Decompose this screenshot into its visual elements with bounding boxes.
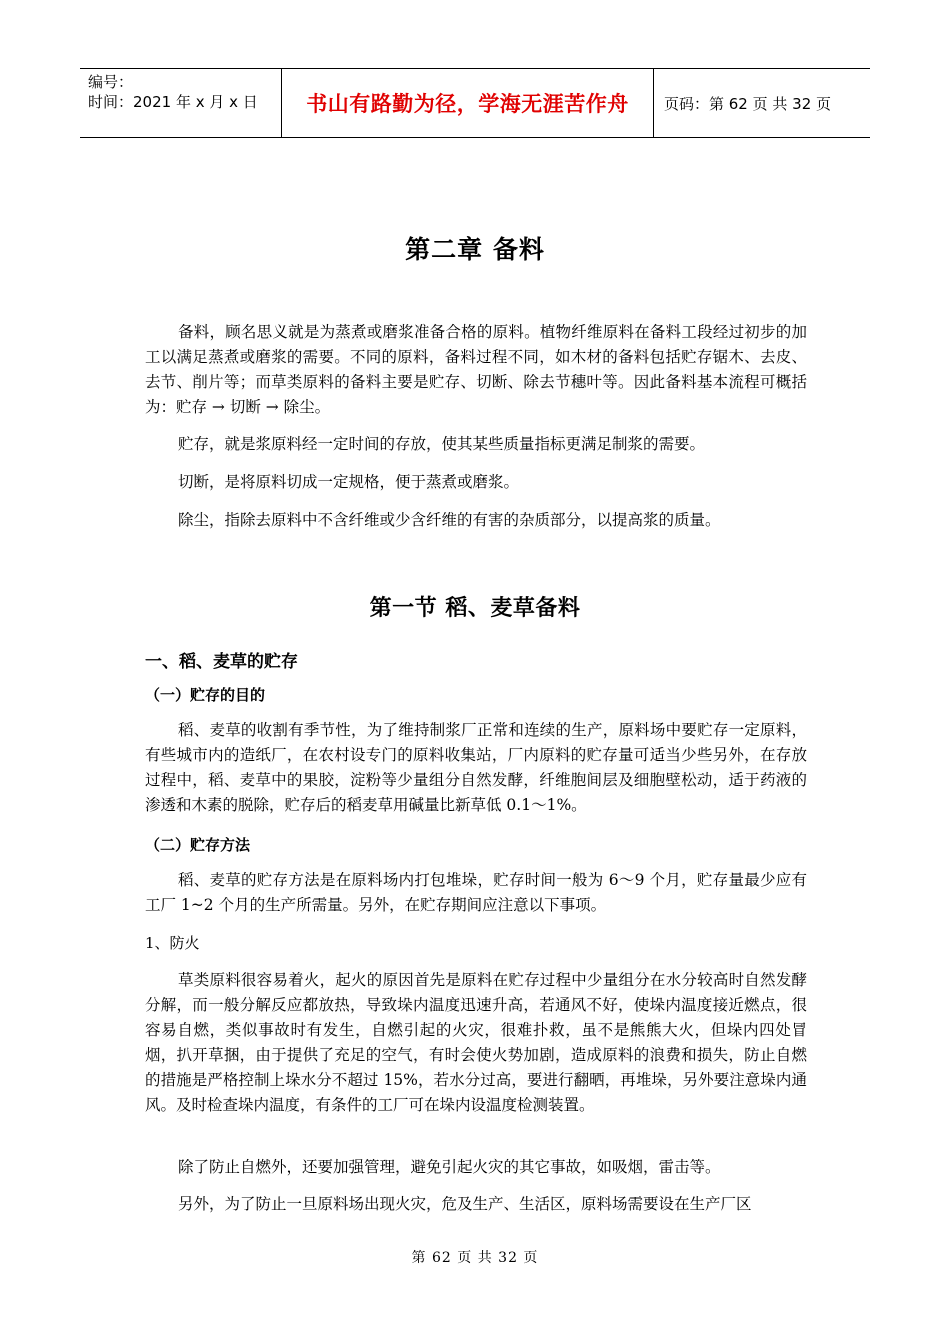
fire-paragraph: 草类原料很容易着火，起火的原因首先是原料在贮存过程中少量组分在水分较高时自然发酵分解，而一般分解反应都放热，导致垛内温度迅速升高，若通风不好，使垛内温度接近燃点，很容易自燃，类似事故时有发生，自燃引起的火灾，很难扑救，虽不是熊熊大火，但垛内四处冒烟，扒开草捆，由于提供了充足的空气，有时会使火势加剧，造成原料的浪费和损失，防止自燃的措施是严格控制上垛水分不超过 15%，若水分过高，要进行翻晒，再堆垛，另外要注意垛内通风。及时检查垛内温度，有条件的工厂可在垛内设温度检测装置。 bbox=[145, 971, 807, 1114]
chapter-title: 第二章 备料 bbox=[405, 235, 545, 264]
intro-paragraph: 除尘，指除去原料中不含纤维或少含纤维的有害的杂质部分，以提高浆的质量。 bbox=[178, 511, 721, 529]
item-fire-prevention: 1、防火 bbox=[145, 934, 200, 952]
intro-paragraph: 备料，顾名思义就是为蒸煮或磨浆准备合格的原料。植物纤维原料在备料工段经过初步的加工以满足蒸煮或磨浆的需要。不同的原料，备料过程不同，如木材的备料包括贮存锯木、去皮、去节、削片等；而草类原料的备料主要是贮存、切断、除去节穗叶等。因此备料基本流程可概括为：贮存 → 切断 → 除尘。 bbox=[145, 323, 807, 416]
header-meta bbox=[80, 69, 281, 137]
section-title: 第一节 稻、麦草备料 bbox=[369, 596, 581, 621]
subheading-purpose: （一）贮存的目的 bbox=[145, 686, 266, 704]
page-header bbox=[80, 68, 870, 138]
header-page-code: 页码：第 62 页 共 32 页 bbox=[664, 94, 832, 113]
subheading-method: （二）贮存方法 bbox=[145, 836, 251, 854]
header-motto: 书山有路勤为径，学海无涯苦作舟 bbox=[306, 92, 629, 116]
intro-paragraph: 贮存，就是浆原料经一定时间的存放，使其某些质量指标更满足制浆的需要。 bbox=[178, 435, 706, 453]
page-footer: 第 62 页 共 32 页 bbox=[411, 1250, 539, 1266]
fire-paragraph: 除了防止自燃外，还要加强管理，避免引起火灾的其它事故，如吸烟，雷击等。 bbox=[178, 1158, 721, 1176]
number-label: 编号： bbox=[88, 73, 134, 91]
date-label: 时间：2021 年 x 月 x 日 bbox=[88, 93, 258, 111]
header-motto-cell bbox=[281, 69, 654, 137]
method-paragraph: 稻、麦草的贮存方法是在原料场内打包堆垛，贮存时间一般为 6～9 个月，贮存量最少应有工厂 1~2 个月的生产所需量。另外，在贮存期间应注意以下事项。 bbox=[145, 871, 807, 914]
purpose-paragraph: 稻、麦草的收割有季节性，为了维持制浆厂正常和连续的生产，原料场中要贮存一定原料，有些城市内的造纸厂，在农村设专门的原料收集站，厂内原料的贮存量可适当少些另外，在存放过程中，稻、麦草中的果胶，淀粉等少量组分自然发酵，纤维胞间层及细胞壁松动，适于药液的渗透和木素的脱除，贮存后的稻麦草用碱量比新草低 0.1～1%。 bbox=[145, 721, 807, 814]
fire-paragraph: 另外，为了防止一旦原料场出现火灾，危及生产、生活区，原料场需要设在生产厂区 bbox=[178, 1195, 752, 1213]
intro-paragraph: 切断，是将原料切成一定规格，便于蒸煮或磨浆。 bbox=[178, 473, 520, 491]
heading-storage: 一、稻、麦草的贮存 bbox=[145, 652, 298, 672]
